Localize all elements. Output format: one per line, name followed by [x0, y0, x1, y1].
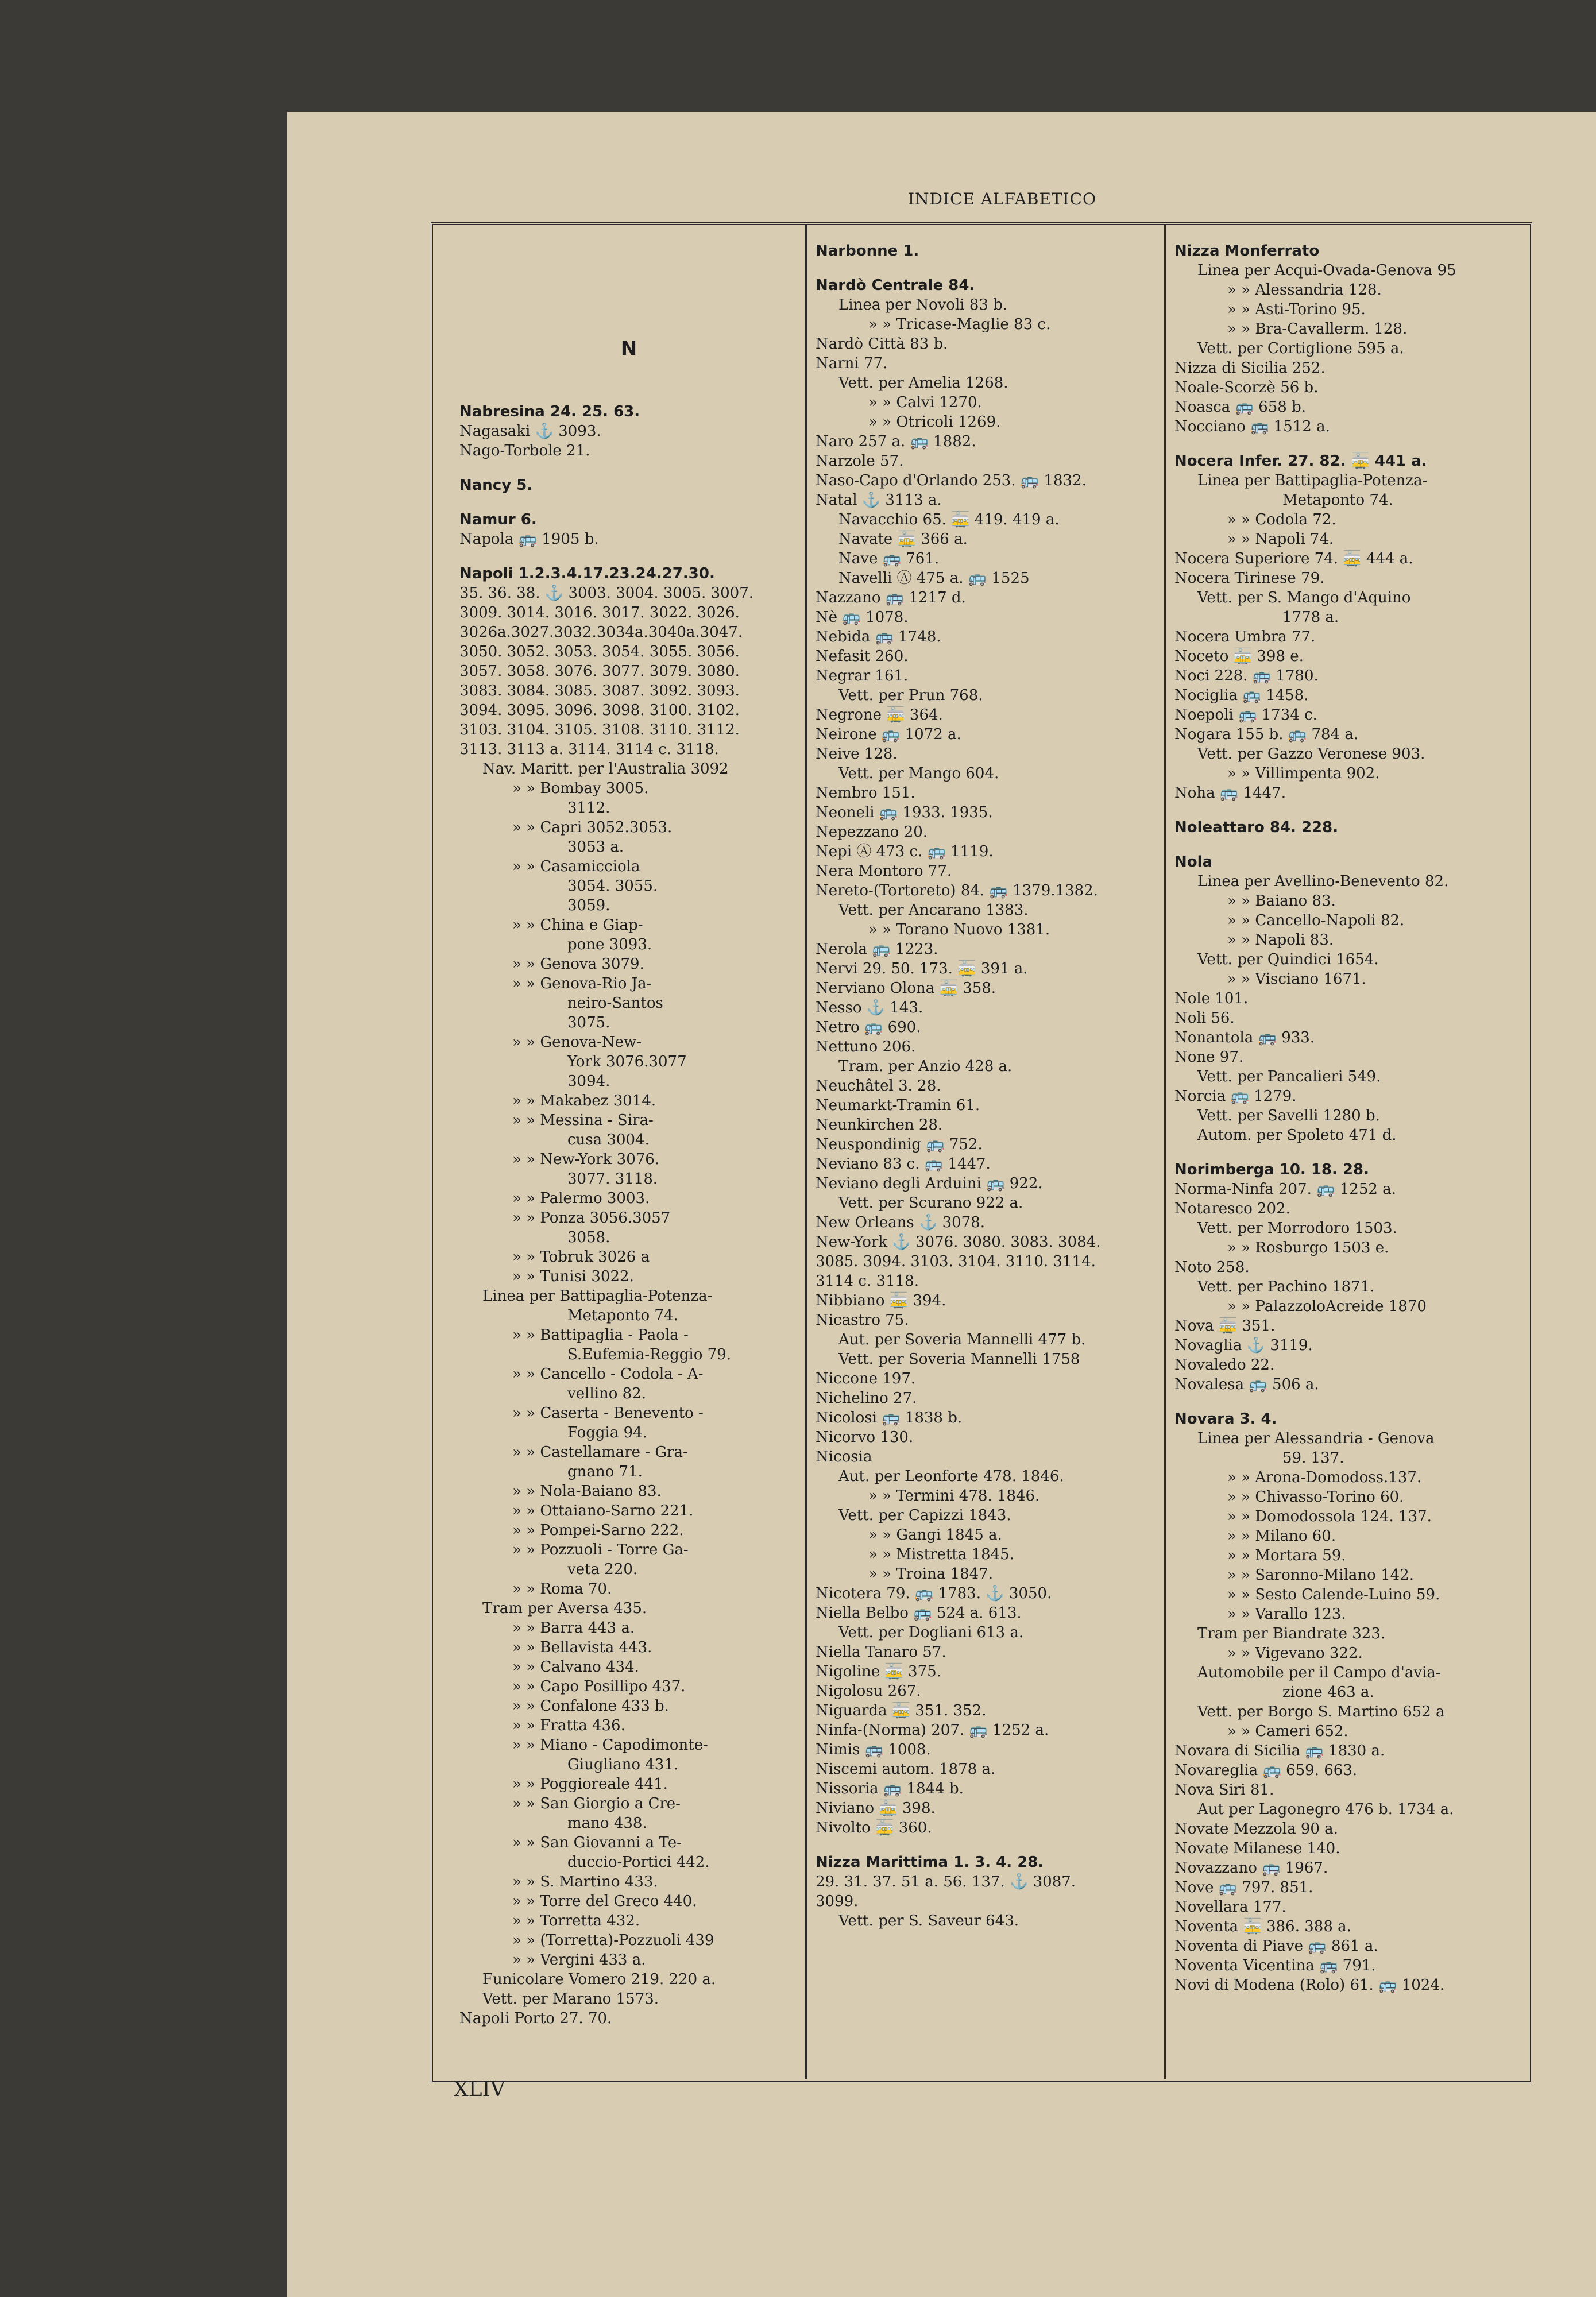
index-entry: » » Rosburgo 1503 e.	[1227, 1239, 1389, 1256]
index-entry: Nova 🚋 351.	[1174, 1317, 1276, 1335]
index-entry: 3114 c. 3118.	[816, 1273, 919, 1290]
index-entry: » » (Torretta)-Pozzuoli 439	[512, 1932, 714, 1949]
index-entry: » » Napoli 74.	[1227, 531, 1334, 548]
index-entry: » » Codola 72.	[1227, 511, 1336, 528]
index-entry: 3077. 3118.	[567, 1170, 658, 1188]
index-entry: S.Eufemia-Reggio 79.	[567, 1346, 731, 1363]
index-entry: veta 220.	[567, 1561, 638, 1578]
index-entry: Nave 🚌 761.	[838, 550, 940, 567]
index-entry: » » Caserta - Benevento -	[512, 1405, 704, 1422]
index-entry: » » Villimpenta 902.	[1227, 765, 1380, 782]
index-entry: Vett. per Pachino 1871.	[1197, 1278, 1375, 1296]
index-entry: Novate Milanese 140.	[1174, 1840, 1340, 1857]
index-entry: Vett. per Gazzo Veronese 903.	[1197, 745, 1425, 763]
index-entry: Vett. per Ancarano 1383.	[838, 902, 1029, 919]
index-entry: » » Visciano 1671.	[1227, 970, 1366, 988]
index-entry: Nazzano 🚌 1217 d.	[816, 589, 966, 606]
index-entry: Nebida 🚌 1748.	[816, 628, 941, 645]
index-entry: Nerola 🚌 1223.	[816, 941, 938, 958]
index-entry: Neoneli 🚌 1933. 1935.	[816, 804, 993, 821]
index-entry: 3057. 3058. 3076. 3077. 3079. 3080.	[459, 663, 740, 680]
index-entry: Noale-Scorzè 56 b.	[1174, 379, 1319, 396]
index-entry: » » Ponza 3056.3057	[512, 1209, 671, 1227]
index-entry: » » Fratta 436.	[512, 1717, 625, 1734]
index-entry: Naro 257 a. 🚌 1882.	[816, 433, 976, 450]
index-entry: Neive 128.	[816, 745, 898, 763]
index-heading: Napoli 1.2.3.4.17.23.24.27.30.	[459, 565, 715, 582]
index-heading: Nocera Infer. 27. 82. 🚋 441 a.	[1174, 453, 1427, 470]
index-entry: Nereto-(Tortoreto) 84. 🚌 1379.1382.	[816, 882, 1098, 899]
index-entry: Nervi 29. 50. 173. 🚋 391 a.	[816, 960, 1028, 977]
index-entry: 29. 31. 37. 51 a. 56. 137. ⚓ 3087.	[816, 1873, 1076, 1890]
index-entry: Vett. per Prun 768.	[838, 687, 983, 704]
index-entry: Neviano degli Arduini 🚌 922.	[816, 1175, 1043, 1192]
index-entry: 3053 a.	[567, 838, 624, 856]
index-entry: Niella Belbo 🚌 524 a. 613.	[816, 1604, 1022, 1622]
index-entry: Neuchâtel 3. 28.	[816, 1077, 941, 1095]
index-entry: Vett. per Dogliani 613 a.	[838, 1624, 1024, 1641]
index-entry: » » Otricoli 1269.	[868, 413, 1001, 431]
index-entry: None 97.	[1174, 1049, 1244, 1066]
index-entry: » » Genova 3079.	[512, 956, 644, 973]
index-entry: zione 463 a.	[1282, 1684, 1374, 1701]
index-entry: Nizza di Sicilia 252.	[1174, 359, 1326, 377]
index-entry: Vett. per Mango 604.	[838, 765, 999, 782]
index-entry: Novellara 177.	[1174, 1898, 1286, 1916]
index-entry: Nogara 155 b. 🚌 784 a.	[1174, 726, 1359, 743]
index-entry: Negrar 161.	[816, 667, 909, 685]
index-entry: Nociglia 🚌 1458.	[1174, 687, 1309, 704]
index-entry: Linea per Battipaglia-Potenza-	[482, 1287, 713, 1305]
index-entry: 3050. 3052. 3053. 3054. 3055. 3056.	[459, 643, 740, 660]
index-entry: Vett. per Soveria Mannelli 1758	[838, 1351, 1080, 1368]
index-entry: Vett. per Pancalieri 549.	[1197, 1068, 1381, 1085]
index-entry: Noasca 🚌 658 b.	[1174, 399, 1307, 416]
index-entry: Nigolosu 267.	[816, 1683, 921, 1700]
index-entry: Vett. per Morrodoro 1503.	[1197, 1220, 1397, 1237]
index-entry: » » Gangi 1845 a.	[868, 1526, 1002, 1544]
index-entry: 3112.	[567, 799, 610, 817]
index-entry: 3054. 3055.	[567, 877, 658, 895]
index-entry: Naso-Capo d'Orlando 253. 🚌 1832.	[816, 472, 1087, 489]
index-entry: » » Calvano 434.	[512, 1658, 639, 1676]
index-entry: Nocciano 🚌 1512 a.	[1174, 418, 1330, 435]
index-entry: Linea per Acqui-Ovada-Genova 95	[1197, 262, 1456, 279]
index-entry: Automobile per il Campo d'avia-	[1197, 1664, 1441, 1681]
index-entry: Vett. per Amelia 1268.	[838, 374, 1008, 392]
index-entry: Niccone 197.	[816, 1370, 916, 1387]
index-entry: Nera Montoro 77.	[816, 863, 952, 880]
index-entry: Aut per Lagonegro 476 b. 1734 a.	[1197, 1801, 1454, 1818]
index-entry: Niviano 🚋 398.	[816, 1800, 936, 1817]
index-heading: Nizza Marittima 1. 3. 4. 28.	[816, 1854, 1044, 1871]
index-entry: Linea per Novoli 83 b.	[838, 296, 1008, 314]
index-entry: » » Makabez 3014.	[512, 1092, 656, 1109]
index-entry: 59. 137.	[1282, 1449, 1344, 1467]
index-entry: Novareglia 🚌 659. 663.	[1174, 1762, 1358, 1779]
index-entry: Nagasaki ⚓ 3093.	[459, 423, 601, 440]
index-entry: gnano 71.	[567, 1463, 643, 1480]
index-entry: Noci 228. 🚌 1780.	[1174, 667, 1319, 685]
index-entry: Norma-Ninfa 207. 🚌 1252 a.	[1174, 1181, 1396, 1198]
index-entry: Navacchio 65. 🚋 419. 419 a.	[838, 511, 1060, 528]
index-entry: Vett. per Marano 1573.	[482, 1990, 659, 2008]
index-heading: Nancy 5.	[459, 477, 533, 494]
index-entry: » » Cancello - Codola - A-	[512, 1366, 704, 1383]
index-entry: Noha 🚌 1447.	[1174, 784, 1286, 802]
index-entry: » » Cameri 652.	[1227, 1723, 1348, 1740]
index-entry: » » Vergini 433 a.	[512, 1951, 646, 1969]
column-rule	[1164, 225, 1166, 2079]
index-entry: Vett. per Savelli 1280 b.	[1197, 1107, 1380, 1124]
index-entry: Neunkirchen 28.	[816, 1116, 943, 1134]
index-entry: » » Mortara 59.	[1227, 1547, 1346, 1564]
index-entry: » » Bra-Cavallerm. 128.	[1227, 320, 1408, 338]
index-entry: Nigoline 🚋 375.	[816, 1663, 941, 1680]
index-entry: Niguarda 🚋 351. 352.	[816, 1702, 987, 1719]
index-entry: Nole 101.	[1174, 990, 1249, 1007]
index-entry: Nichelino 27.	[816, 1390, 917, 1407]
index-entry: » » Pompei-Sarno 222.	[512, 1522, 684, 1539]
index-entry: » » Cancello-Napoli 82.	[1227, 912, 1405, 929]
index-entry: Nembro 151.	[816, 784, 915, 802]
index-entry: Nè 🚌 1078.	[816, 609, 909, 626]
index-entry: 3026a.3027.3032.3034a.3040a.3047.	[459, 624, 743, 641]
index-entry: Novaglia ⚓ 3119.	[1174, 1337, 1313, 1354]
index-entry: Neirone 🚌 1072 a.	[816, 726, 961, 743]
index-entry: » » San Giovanni a Te-	[512, 1834, 682, 1851]
index-entry: Noepoli 🚌 1734 c.	[1174, 706, 1317, 724]
index-entry: Neviano 83 c. 🚌 1447.	[816, 1155, 991, 1173]
index-entry: Tram. per Anzio 428 a.	[838, 1058, 1013, 1075]
index-entry: Nova Siri 81.	[1174, 1781, 1274, 1799]
index-entry: Funicolare Vomero 219. 220 a.	[482, 1971, 716, 1988]
index-entry: » » Ottaiano-Sarno 221.	[512, 1502, 694, 1519]
index-entry: Vett. per S. Saveur 643.	[838, 1912, 1019, 1929]
index-entry: » » Alessandria 128.	[1227, 281, 1382, 299]
index-entry: Navate 🚋 366 a.	[838, 531, 968, 548]
index-entry: Nissoria 🚌 1844 b.	[816, 1780, 964, 1797]
index-entry: 3075.	[567, 1014, 610, 1031]
index-entry: » » Castellamare - Gra-	[512, 1444, 688, 1461]
index-entry: Noventa Vicentina 🚌 791.	[1174, 1957, 1376, 1974]
section-letter: N	[620, 337, 637, 360]
index-entry: Autom. per Spoleto 471 d.	[1197, 1127, 1397, 1144]
index-entry: 35. 36. 38. ⚓ 3003. 3004. 3005. 3007.	[459, 585, 754, 602]
index-entry: » » Troina 1847.	[868, 1565, 994, 1583]
index-entry: New Orleans ⚓ 3078.	[816, 1214, 986, 1231]
index-entry: » » Barra 443 a.	[512, 1619, 635, 1637]
index-entry: Nimis 🚌 1008.	[816, 1741, 931, 1758]
index-entry: Nettuno 206.	[816, 1038, 916, 1055]
index-entry: » » Vigevano 322.	[1227, 1645, 1363, 1662]
index-entry: Vett. per Quindici 1654.	[1197, 951, 1379, 968]
index-entry: Tram per Biandrate 323.	[1197, 1625, 1386, 1642]
index-entry: Nicolosi 🚌 1838 b.	[816, 1409, 963, 1426]
index-entry: Linea per Battipaglia-Potenza-	[1197, 472, 1428, 489]
index-entry: » » Bellavista 443.	[512, 1639, 652, 1656]
index-entry: Nove 🚌 797. 851.	[1174, 1879, 1313, 1896]
index-entry: Natal ⚓ 3113 a.	[816, 492, 942, 509]
index-entry: » » Termini 478. 1846.	[868, 1487, 1040, 1505]
index-entry: » » Tunisi 3022.	[512, 1268, 634, 1285]
index-entry: Negrone 🚋 364.	[816, 706, 943, 724]
index-entry: York 3076.3077	[567, 1053, 687, 1070]
index-entry: » » Asti-Torino 95.	[1227, 301, 1366, 318]
index-heading: Novara 3. 4.	[1174, 1410, 1277, 1428]
index-column-3	[1174, 241, 1519, 2067]
index-entry: » » Arona-Domodoss.137.	[1227, 1469, 1422, 1486]
index-heading: Narbonne 1.	[816, 242, 919, 260]
index-entry: Nocera Tirinese 79.	[1174, 570, 1325, 587]
index-entry: » » Battipaglia - Paola -	[512, 1327, 689, 1344]
index-entry: » » Capri 3052.3053.	[512, 819, 673, 836]
page-header: INDICE ALFABETICO	[908, 190, 1096, 208]
index-entry: » » China e Giap-	[512, 917, 643, 934]
index-entry: » » PalazzoloAcreide 1870	[1227, 1298, 1427, 1315]
index-entry: Nivolto 🚋 360.	[816, 1819, 932, 1836]
index-entry: Novara di Sicilia 🚌 1830 a.	[1174, 1742, 1385, 1760]
index-entry: » » Calvi 1270.	[868, 394, 982, 411]
index-entry: » » Torre del Greco 440.	[512, 1893, 697, 1910]
index-heading: Nardò Centrale 84.	[816, 277, 975, 294]
index-entry: » » Tricase-Maglie 83 c.	[868, 316, 1051, 333]
index-entry: Tram per Aversa 435.	[482, 1600, 647, 1617]
index-entry: » » Miano - Capodimonte-	[512, 1737, 708, 1754]
index-entry: » » Napoli 83.	[1227, 931, 1334, 949]
index-entry: 3094.	[567, 1073, 610, 1090]
index-entry: Neuspondinig 🚌 752.	[816, 1136, 983, 1153]
index-entry: Vett. per Capizzi 1843.	[838, 1507, 1011, 1524]
index-entry: » » Genova-Rio Ja-	[512, 975, 652, 992]
index-entry: Narni 77.	[816, 355, 888, 372]
index-entry: Vett. per S. Mango d'Aquino	[1197, 589, 1411, 606]
index-heading: Norimberga 10. 18. 28.	[1174, 1161, 1370, 1178]
index-entry: duccio-Portici 442.	[567, 1854, 710, 1871]
index-entry: Novaledo 22.	[1174, 1356, 1275, 1374]
index-heading: Nola	[1174, 853, 1213, 871]
index-entry: Giugliano 431.	[567, 1756, 679, 1773]
index-entry: Nicotera 79. 🚌 1783. ⚓ 3050.	[816, 1585, 1052, 1602]
index-entry: Niella Tanaro 57.	[816, 1644, 946, 1661]
index-entry: » » Poggioreale 441.	[512, 1776, 668, 1793]
index-entry: Nicastro 75.	[816, 1312, 909, 1329]
column-rule	[805, 225, 807, 2079]
index-entry: » » Chivasso-Torino 60.	[1227, 1488, 1404, 1506]
page-number: XLIV	[454, 2078, 505, 2101]
index-entry: 3085. 3094. 3103. 3104. 3110. 3114.	[816, 1253, 1096, 1270]
index-entry: Netro 🚌 690.	[816, 1019, 921, 1036]
index-entry: 3113. 3113 a. 3114. 3114 c. 3118.	[459, 741, 719, 758]
index-entry: » » Baiano 83.	[1227, 892, 1336, 910]
index-entry: Napoli Porto 27. 70.	[459, 2010, 612, 2027]
index-entry: » » Mistretta 1845.	[868, 1546, 1014, 1563]
index-entry: » » Torano Nuovo 1381.	[868, 921, 1050, 938]
index-entry: 3094. 3095. 3096. 3098. 3100. 3102.	[459, 702, 740, 719]
index-entry: pone 3093.	[567, 936, 652, 953]
index-entry: » » S. Martino 433.	[512, 1873, 658, 1890]
index-entry: » » Saronno-Milano 142.	[1227, 1567, 1414, 1584]
index-entry: Nibbiano 🚋 394.	[816, 1292, 946, 1309]
index-entry: Linea per Avellino-Benevento 82.	[1197, 873, 1449, 890]
index-entry: Nocera Umbra 77.	[1174, 628, 1316, 645]
index-entry: Niscemi autom. 1878 a.	[816, 1761, 996, 1778]
index-entry: 3099.	[816, 1893, 859, 1910]
index-entry: Noli 56.	[1174, 1010, 1235, 1027]
index-entry: Noventa di Piave 🚌 861 a.	[1174, 1938, 1378, 1955]
index-entry: Nefasit 260.	[816, 648, 909, 665]
index-entry: » » Palermo 3003.	[512, 1190, 650, 1207]
index-entry: 1778 a.	[1282, 609, 1339, 626]
index-entry: vellino 82.	[567, 1385, 647, 1402]
index-entry: » » Messina - Sira-	[512, 1112, 654, 1129]
index-entry: Neumarkt-Tramin 61.	[816, 1097, 980, 1114]
index-entry: Linea per Alessandria - Genova	[1197, 1430, 1435, 1447]
index-entry: Aut. per Leonforte 478. 1846.	[838, 1468, 1064, 1485]
index-entry: Nago-Torbole 21.	[459, 442, 590, 459]
index-entry: mano 438.	[567, 1815, 647, 1832]
index-entry: 3103. 3104. 3105. 3108. 3110. 3112.	[459, 721, 740, 738]
index-entry: Noventa 🚋 386. 388 a.	[1174, 1918, 1351, 1935]
index-entry: » » Sesto Calende-Luino 59.	[1227, 1586, 1440, 1603]
index-entry: 3059.	[567, 897, 610, 914]
index-entry: Notaresco 202.	[1174, 1200, 1290, 1217]
index-entry: Nardò Città 83 b.	[816, 335, 948, 353]
index-entry: Novi di Modena (Rolo) 61. 🚌 1024.	[1174, 1977, 1445, 1994]
index-entry: Nav. Maritt. per l'Australia 3092	[482, 760, 729, 778]
index-entry: Vett. per Borgo S. Martino 652 a	[1197, 1703, 1445, 1720]
index-entry: Novalesa 🚌 506 a.	[1174, 1376, 1319, 1393]
index-entry: Foggia 94.	[567, 1424, 647, 1441]
index-entry: » » Nola-Baiano 83.	[512, 1483, 662, 1500]
index-entry: neiro-Santos	[567, 995, 663, 1012]
index-entry: Aut. per Soveria Mannelli 477 b.	[838, 1331, 1086, 1348]
index-entry: Ninfa-(Norma) 207. 🚌 1252 a.	[816, 1722, 1049, 1739]
index-entry: Nepezzano 20.	[816, 823, 928, 841]
index-entry: 3009. 3014. 3016. 3017. 3022. 3026.	[459, 604, 740, 621]
index-entry: » » Pozzuoli - Torre Ga-	[512, 1541, 689, 1559]
index-entry: Vett. per Scurano 922 a.	[838, 1194, 1023, 1212]
index-entry: Norcia 🚌 1279.	[1174, 1088, 1297, 1105]
index-entry: 3058.	[567, 1229, 610, 1246]
index-entry: Nesso ⚓ 143.	[816, 999, 923, 1016]
index-entry: Nepi Ⓐ 473 c. 🚌 1119.	[816, 843, 994, 860]
index-entry: cusa 3004.	[567, 1131, 650, 1148]
index-column-2	[816, 241, 1160, 2067]
index-heading: Noleattaro 84. 228.	[1174, 819, 1339, 836]
index-entry: » » Bombay 3005.	[512, 780, 649, 797]
index-entry: » » Varallo 123.	[1227, 1606, 1346, 1623]
index-entry: Nicosia	[816, 1448, 872, 1465]
index-entry: Nerviano Olona 🚋 358.	[816, 980, 996, 997]
index-entry: Metaponto 74.	[567, 1307, 678, 1324]
index-entry: » » Domodossola 124. 137.	[1227, 1508, 1432, 1525]
index-entry: » » Genova-New-	[512, 1034, 642, 1051]
index-entry: » » New-York 3076.	[512, 1151, 660, 1168]
index-entry: Nonantola 🚌 933.	[1174, 1029, 1315, 1046]
index-entry: » » Milano 60.	[1227, 1528, 1336, 1545]
index-entry: New-York ⚓ 3076. 3080. 3083. 3084.	[816, 1233, 1101, 1251]
index-heading: Nizza Monferrato	[1174, 242, 1320, 260]
index-entry: Nicorvo 130.	[816, 1429, 914, 1446]
index-heading: Namur 6.	[459, 511, 537, 528]
index-entry: Metaponto 74.	[1282, 492, 1393, 509]
index-entry: Vett. per Cortiglione 595 a.	[1197, 340, 1404, 357]
index-heading: Nabresina 24. 25. 63.	[459, 403, 640, 420]
index-entry: Nocera Superiore 74. 🚋 444 a.	[1174, 550, 1413, 567]
index-entry: Noto 258.	[1174, 1259, 1250, 1276]
index-entry: » » Casamicciola	[512, 858, 640, 875]
index-entry: 3083. 3084. 3085. 3087. 3092. 3093.	[459, 682, 740, 699]
index-entry: Novate Mezzola 90 a.	[1174, 1820, 1338, 1838]
index-column-1	[459, 241, 798, 2067]
index-entry: Noceto 🚋 398 e.	[1174, 648, 1304, 665]
index-entry: » » Torretta 432.	[512, 1912, 640, 1929]
index-entry: » » Roma 70.	[512, 1580, 612, 1598]
index-entry: Novazzano 🚌 1967.	[1174, 1859, 1328, 1877]
index-entry: Napola 🚌 1905 b.	[459, 531, 599, 548]
index-entry: Navelli Ⓐ 475 a. 🚌 1525	[838, 570, 1030, 587]
index-entry: » » San Giorgio a Cre-	[512, 1795, 681, 1812]
index-entry: » » Capo Posillipo 437.	[512, 1678, 686, 1695]
index-entry: » » Confalone 433 b.	[512, 1697, 669, 1715]
index-entry: Narzole 57.	[816, 453, 904, 470]
index-entry: » » Tobruk 3026 a	[512, 1248, 650, 1266]
